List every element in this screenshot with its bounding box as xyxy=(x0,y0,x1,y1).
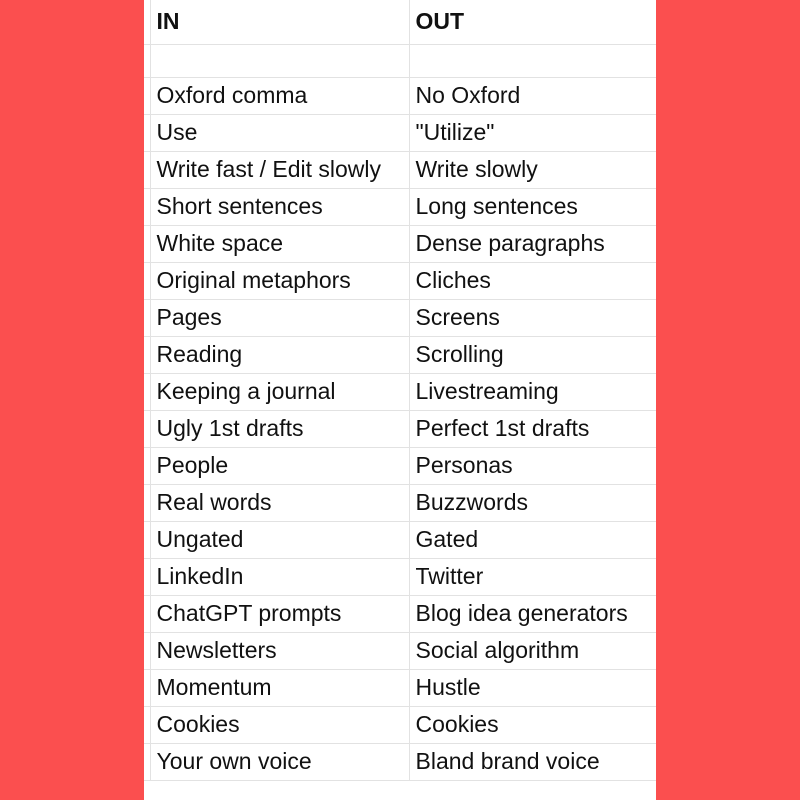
out-cell[interactable]: Long sentences xyxy=(409,188,656,225)
table-row xyxy=(144,225,656,262)
in-cell[interactable]: Write fast / Edit slowly xyxy=(150,151,409,188)
in-cell[interactable]: White space xyxy=(150,225,409,262)
out-cell[interactable]: Buzzwords xyxy=(409,484,656,521)
in-cell[interactable]: Momentum xyxy=(150,669,409,706)
out-cell[interactable]: No Oxford xyxy=(409,77,656,114)
in-cell[interactable]: Newsletters xyxy=(150,632,409,669)
in-cell[interactable]: Use xyxy=(150,114,409,151)
table-row xyxy=(144,373,656,410)
out-cell[interactable]: Write slowly xyxy=(409,151,656,188)
in-cell[interactable] xyxy=(150,44,409,77)
in-cell[interactable]: Cookies xyxy=(150,706,409,743)
out-cell[interactable]: "Utilize" xyxy=(409,114,656,151)
in-cell[interactable]: Ugly 1st drafts xyxy=(150,410,409,447)
table-row xyxy=(144,262,656,299)
in-cell[interactable]: LinkedIn xyxy=(150,558,409,595)
out-cell[interactable]: Perfect 1st drafts xyxy=(409,410,656,447)
empty-row xyxy=(144,44,656,77)
in-out-table xyxy=(144,0,656,781)
table-row xyxy=(144,521,656,558)
table-row xyxy=(144,299,656,336)
out-cell[interactable]: Cliches xyxy=(409,262,656,299)
in-cell[interactable]: Original metaphors xyxy=(150,262,409,299)
spreadsheet xyxy=(144,0,656,800)
out-cell[interactable]: Personas xyxy=(409,447,656,484)
table-row xyxy=(144,558,656,595)
table-row xyxy=(144,595,656,632)
table-row xyxy=(144,151,656,188)
in-cell[interactable]: People xyxy=(150,447,409,484)
table-row xyxy=(144,743,656,780)
in-cell[interactable]: Reading xyxy=(150,336,409,373)
table-row xyxy=(144,632,656,669)
table-row xyxy=(144,188,656,225)
table-row xyxy=(144,484,656,521)
in-cell[interactable]: Keeping a journal xyxy=(150,373,409,410)
table-row xyxy=(144,410,656,447)
header-out[interactable]: OUT xyxy=(409,0,656,44)
header-row xyxy=(144,0,656,44)
out-cell[interactable]: Cookies xyxy=(409,706,656,743)
out-cell[interactable] xyxy=(409,44,656,77)
in-cell[interactable]: Pages xyxy=(150,299,409,336)
out-cell[interactable]: Blog idea generators xyxy=(409,595,656,632)
in-cell[interactable]: Real words xyxy=(150,484,409,521)
out-cell[interactable]: Hustle xyxy=(409,669,656,706)
in-cell[interactable]: ChatGPT prompts xyxy=(150,595,409,632)
table-row xyxy=(144,447,656,484)
out-cell[interactable]: Livestreaming xyxy=(409,373,656,410)
out-cell[interactable]: Gated xyxy=(409,521,656,558)
in-cell[interactable]: Oxford comma xyxy=(150,77,409,114)
out-cell[interactable]: Dense paragraphs xyxy=(409,225,656,262)
table-row xyxy=(144,669,656,706)
out-cell[interactable]: Screens xyxy=(409,299,656,336)
out-cell[interactable]: Twitter xyxy=(409,558,656,595)
in-cell[interactable]: Your own voice xyxy=(150,743,409,780)
table-row xyxy=(144,336,656,373)
table-row xyxy=(144,77,656,114)
table-row xyxy=(144,114,656,151)
in-cell[interactable]: Ungated xyxy=(150,521,409,558)
out-cell[interactable]: Bland brand voice xyxy=(409,743,656,780)
table-row xyxy=(144,706,656,743)
out-cell[interactable]: Scrolling xyxy=(409,336,656,373)
header-in[interactable]: IN xyxy=(150,0,409,44)
out-cell[interactable]: Social algorithm xyxy=(409,632,656,669)
in-cell[interactable]: Short sentences xyxy=(150,188,409,225)
